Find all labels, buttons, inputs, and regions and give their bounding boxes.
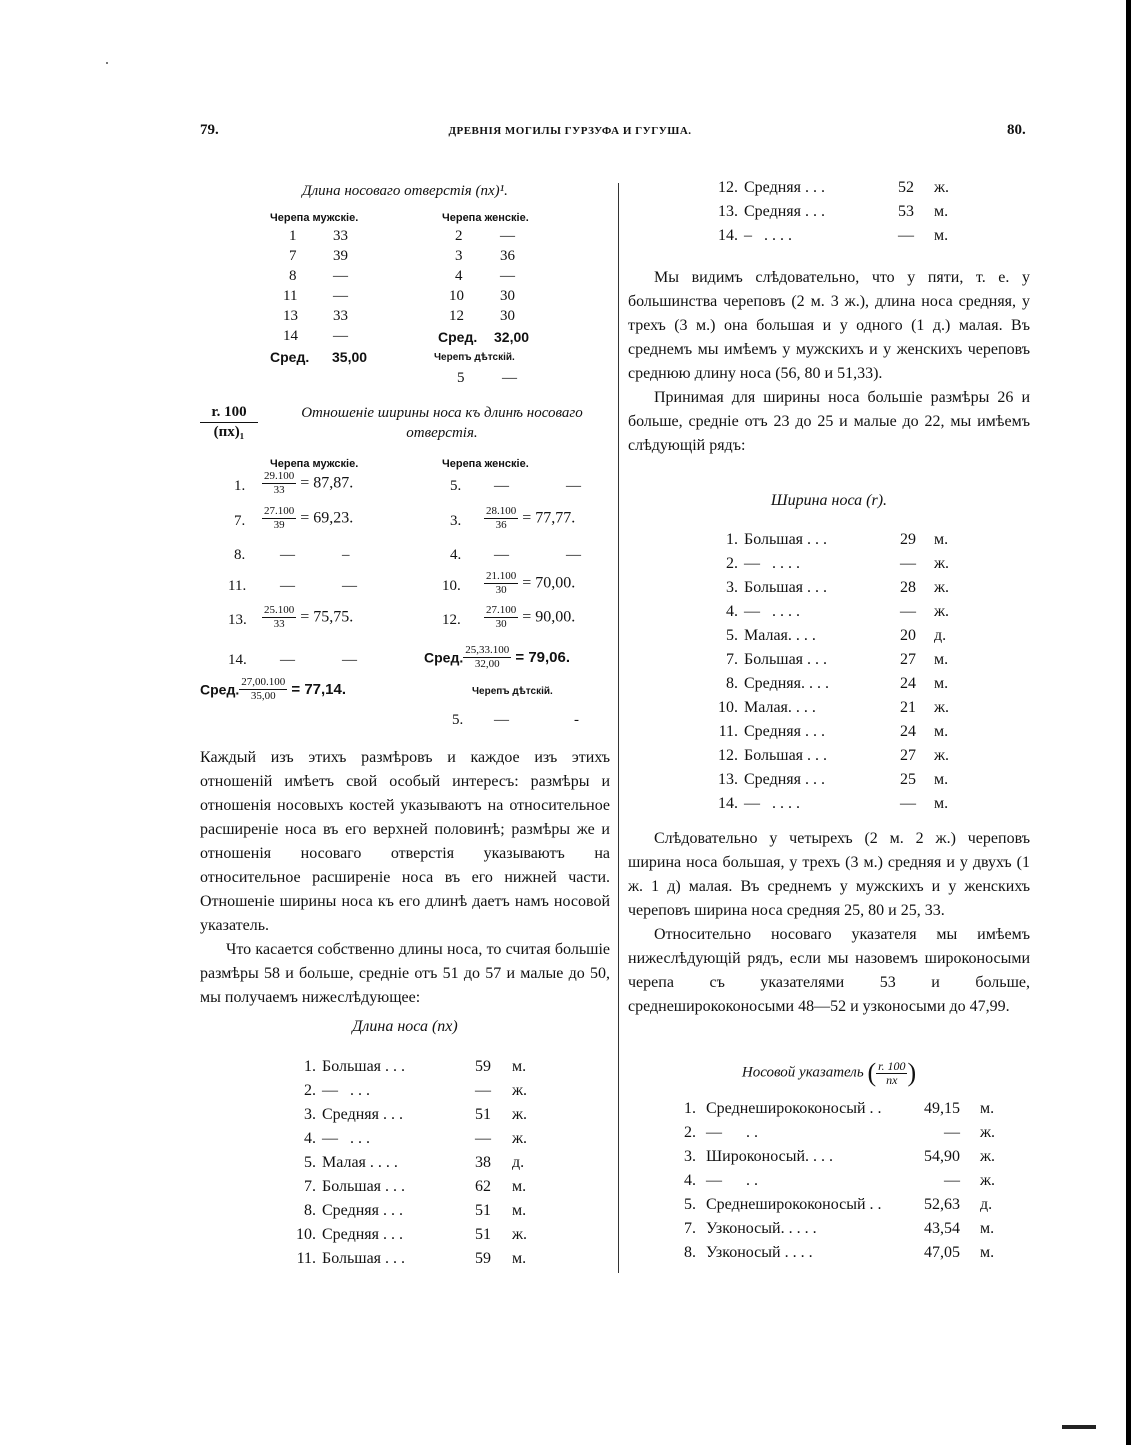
table2-female-dash-a: — xyxy=(494,478,509,494)
table1-female-val: — xyxy=(500,268,515,284)
table1-female-num: 4 xyxy=(455,268,463,284)
table3-sex: м. xyxy=(512,1202,527,1219)
table4-sex: ж. xyxy=(934,579,950,596)
page-number-right: 80. xyxy=(1007,122,1026,138)
table5-paren-open: ( xyxy=(867,1058,877,1087)
table4-num: 13. xyxy=(718,771,738,788)
table5-value: 43,54 xyxy=(924,1220,960,1237)
table4-label: Средняя . . . xyxy=(744,771,825,788)
table4-row xyxy=(0,576,1140,600)
table5-num: 3. xyxy=(684,1148,696,1165)
table3-title: Длина носа (пх) xyxy=(352,1018,458,1035)
table4-label: — . . . . xyxy=(744,795,800,812)
table2-female-frac-den: 30 xyxy=(495,584,507,596)
table2-child-b: - xyxy=(574,712,579,728)
table5-fraction xyxy=(876,1060,907,1087)
page-number-left: 79. xyxy=(200,122,219,138)
table2-male-num: 11. xyxy=(228,578,247,594)
table2-female-ratio-val: = 77,77. xyxy=(518,509,576,527)
table4-row xyxy=(0,648,1140,672)
table4-row xyxy=(0,768,1140,792)
table1-male-num: 7 xyxy=(289,248,297,264)
table4-value: 24 xyxy=(900,723,916,740)
table2-male-frac-num: 25.100 xyxy=(264,604,295,616)
table2-female-frac-den: 30 xyxy=(495,618,507,630)
table2-male-frac-num: 29.100 xyxy=(264,470,295,482)
table2-col-male: Черепа мужскіе. xyxy=(270,458,359,470)
table5-row xyxy=(0,1121,1140,1145)
table4-label: Малая. . . . xyxy=(744,699,816,716)
table3-label: — . . . xyxy=(322,1082,370,1099)
table5-num: 7. xyxy=(684,1220,696,1237)
table4-value: — xyxy=(900,603,916,620)
table4-row xyxy=(0,600,1140,624)
table2-male-frac-num: 27.100 xyxy=(264,505,295,517)
scan-speck xyxy=(106,62,108,64)
table3c-label: Средняя . . . xyxy=(744,179,825,196)
table3-label: Средняя . . . xyxy=(322,1226,403,1243)
table3-sex: ж. xyxy=(512,1226,528,1243)
left-paragraph-1: Каждый изъ этихъ размѣровъ и каждое изъ этихъ отношеній имѣетъ свой особый интересъ: размѣры и отношенія носовыхъ костей указываютъ на относительное расширеніе носа въ его верхней половинѣ; размѣры же и отношенія носоваго отверстія указываютъ на относительное расширеніе носа въ его нижней части. Отношеніе ширины носа къ его длинѣ даетъ намъ носовой указатель. xyxy=(200,749,610,934)
table5-label: Узконосый . . . . xyxy=(706,1244,813,1261)
table1-female-val: 30 xyxy=(500,288,515,304)
table1-male-val: 33 xyxy=(333,228,348,244)
table3c-label: Средняя . . . xyxy=(744,203,825,220)
table3c-value: 52 xyxy=(898,179,914,196)
table3-value: — xyxy=(475,1082,491,1099)
table1-female-num: 3 xyxy=(455,248,463,264)
table5-sex: м. xyxy=(980,1220,995,1237)
table2-male-dash-b: — xyxy=(342,652,357,668)
table2-male-dash-a: — xyxy=(280,652,295,668)
table4-sex: м. xyxy=(934,723,949,740)
table5-value: — xyxy=(944,1124,960,1141)
table1-female-avg-label: Сред. xyxy=(438,329,478,345)
table3-value: 51 xyxy=(475,1106,491,1123)
table4-sex: д. xyxy=(934,627,947,644)
table4-value: 27 xyxy=(900,747,916,764)
table3c-num: 14. xyxy=(718,227,738,244)
table2-female-num: 10. xyxy=(442,578,461,594)
table3-sex: ж. xyxy=(512,1130,528,1147)
table5-label: — . . xyxy=(706,1124,758,1141)
table2-formula xyxy=(200,403,258,442)
table2-female-num: 5. xyxy=(450,478,462,494)
table1-male-num: 1 xyxy=(289,228,297,244)
table3-value: 59 xyxy=(475,1058,491,1075)
table3c-num: 12. xyxy=(718,179,738,196)
table4-row xyxy=(0,672,1140,696)
table4-num: 4. xyxy=(726,603,738,620)
table3-value: — xyxy=(475,1130,491,1147)
table1-child-num: 5 xyxy=(457,370,465,386)
table2-child-label: Черепъ дѣтскій. xyxy=(472,686,553,697)
table2-male-avg-label: Сред. xyxy=(200,681,240,698)
table2-male-avg-val: = 77,14. xyxy=(287,681,347,698)
table3-sex: м. xyxy=(512,1250,527,1267)
table2-male-frac-den: 39 xyxy=(273,519,285,531)
right-paragraph-2: Принимая для ширины носа большіе размѣры 26 и больше, средніе отъ 23 до 25 и малые до 22, мы имѣемъ слѣдующій рядъ: xyxy=(628,389,1030,454)
table3-value: 59 xyxy=(475,1250,491,1267)
table2-child-num: 5. xyxy=(452,712,464,728)
table4-row xyxy=(0,696,1140,720)
table4-value: 29 xyxy=(900,531,916,548)
table3-label: Средняя . . . xyxy=(322,1106,403,1123)
table5-label: Широконосый. . . . xyxy=(706,1148,834,1165)
table5-frac-num: r. 100 xyxy=(878,1058,906,1073)
table2-title-line1: Отношеніе ширины носа къ длинѣ носоваго xyxy=(301,405,583,421)
table1-male-avg-label: Сред. xyxy=(270,349,310,365)
table3-sex: м. xyxy=(512,1058,527,1075)
table2-male-frac-den: 33 xyxy=(273,484,285,496)
table4-num: 1. xyxy=(726,531,738,548)
table4-row xyxy=(0,792,1140,816)
table2-male-ratio-val: = 87,87. xyxy=(296,474,354,492)
table1-male-val: 33 xyxy=(333,308,348,324)
table4-label: — . . . . xyxy=(744,603,800,620)
table5-value: 52,63 xyxy=(924,1196,960,1213)
table3-sex: ж. xyxy=(512,1082,528,1099)
table3-label: Средняя . . . xyxy=(322,1202,403,1219)
table4-row xyxy=(0,552,1140,576)
table1-female-num: 2 xyxy=(455,228,463,244)
table4-num: 3. xyxy=(726,579,738,596)
table1-child-val: — xyxy=(502,370,517,386)
right-text-block-1 xyxy=(628,266,1030,458)
table4-label: Малая. . . . xyxy=(744,627,816,644)
table1-female-avg: 32,00 xyxy=(494,329,530,345)
table2-female-ratio-val: = 70,00. xyxy=(518,574,576,592)
table1-male-avg: 35,00 xyxy=(332,349,368,365)
table3c-value: 53 xyxy=(898,203,914,220)
table2-formula-den: (пх)₁ xyxy=(213,424,245,440)
table2-title-line2: отверстія. xyxy=(406,425,478,441)
table4-title: Ширина носа (r). xyxy=(770,492,888,509)
table3c-sex: м. xyxy=(934,227,949,244)
table5-label: — . . xyxy=(706,1172,758,1189)
table3-label: Малая . . . . xyxy=(322,1154,398,1171)
table5-value: — xyxy=(944,1172,960,1189)
table2-female-frac-num: 21.100 xyxy=(486,570,517,582)
table1-male-num: 13 xyxy=(283,308,298,324)
table1-col-male: Черепа мужскіе. xyxy=(270,212,359,224)
scan-smudge xyxy=(1062,1425,1096,1429)
table2-male-frac-den: 33 xyxy=(273,618,285,630)
table5-value: 49,15 xyxy=(924,1100,960,1117)
table2-female-num: 3. xyxy=(450,513,462,529)
table5-sex: м. xyxy=(980,1100,995,1117)
table3c-sex: м. xyxy=(934,203,949,220)
table2-female-avg-frac-num: 25,33.100 xyxy=(465,644,510,656)
table4-sex: ж. xyxy=(934,555,950,572)
table5-row xyxy=(0,1145,1140,1169)
table4-label: Большая . . . xyxy=(744,747,828,764)
table2-female-dash-a: — xyxy=(494,547,509,563)
table5-num: 1. xyxy=(684,1100,696,1117)
table2-female-avg-val: = 79,06. xyxy=(511,649,571,666)
table1-female-val: — xyxy=(500,228,515,244)
table5-label: Среднеширококоносый . . xyxy=(706,1196,882,1213)
table1-female-num: 12 xyxy=(449,308,464,324)
table3-value: 51 xyxy=(475,1202,491,1219)
table2-male-num: 13. xyxy=(228,612,247,628)
table3-num: 1. xyxy=(304,1058,316,1075)
table1-male-num: 11 xyxy=(283,288,298,304)
table2-male-fraction xyxy=(262,470,296,497)
table4-row xyxy=(0,624,1140,648)
table2-female-frac-num: 28.100 xyxy=(486,505,517,517)
table5-title xyxy=(628,1058,1030,1088)
table5-label: Узконосый. . . . . xyxy=(706,1220,817,1237)
table3-label: Большая . . . xyxy=(322,1178,406,1195)
table5-row xyxy=(0,1217,1140,1241)
table5-row xyxy=(0,1097,1140,1121)
table4-value: — xyxy=(900,555,916,572)
table4-value: 20 xyxy=(900,627,916,644)
left-paragraph-2: Что касается собственно длины носа, то считая большіе размѣры 58 и больше, средніе отъ 51 до 57 и малые до 50, мы получаемъ нижеслѣдующее: xyxy=(200,941,610,1006)
table4-row xyxy=(0,720,1140,744)
table2-female-avg-frac-den: 32,00 xyxy=(474,658,500,670)
table2-male-dash-a: — xyxy=(280,547,295,563)
table4-label: Большая . . . xyxy=(744,651,828,668)
table2-female-dash-b: — xyxy=(566,478,581,494)
table2-male-avg-frac-num: 27,00.100 xyxy=(241,676,286,688)
table3-label: — . . . xyxy=(322,1130,370,1147)
table3c-row xyxy=(0,176,1140,200)
table3c-label: – . . . . xyxy=(744,227,792,244)
table3-num: 3. xyxy=(304,1106,316,1123)
table3-num: 8. xyxy=(304,1202,316,1219)
table4-num: 8. xyxy=(726,675,738,692)
table4-label: Большая . . . xyxy=(744,531,828,548)
right-paragraph-4: Относительно носоваго указателя мы имѣемъ нижеслѣдующій рядъ, если мы назовемъ широконосыми черепа съ указателями 53 и больше, среднеширококоносыми 48—52 и узконосыми до 47,99. xyxy=(628,926,1030,1015)
table2-male-avg-frac-den: 35,00 xyxy=(250,690,276,702)
table4-num: 2. xyxy=(726,555,738,572)
table4-label: Большая . . . xyxy=(744,579,828,596)
table5-sex: д. xyxy=(980,1196,993,1213)
table2-male-dash-b: – xyxy=(342,547,350,563)
table3-value: 38 xyxy=(475,1154,491,1171)
table5-sex: м. xyxy=(980,1244,995,1261)
table4-sex: ж. xyxy=(934,747,950,764)
table5-row xyxy=(0,1193,1140,1217)
table2-male-ratio-val: = 69,23. xyxy=(296,509,354,527)
table5-num: 4. xyxy=(684,1172,696,1189)
table5-frac-den: пх xyxy=(886,1072,898,1087)
table4-row xyxy=(0,528,1140,552)
table2-col-female: Черепа женскіе. xyxy=(442,458,529,470)
table1-male-num: 14 xyxy=(283,328,298,344)
running-title: ДРЕВНІЯ МОГИЛЫ ГУРЗУФА И ГУГУША. xyxy=(448,125,692,137)
table2-female-dash-b: — xyxy=(566,547,581,563)
table5-num: 2. xyxy=(684,1124,696,1141)
table1-female-val: 30 xyxy=(500,308,515,324)
table3-num: 11. xyxy=(296,1250,316,1267)
right-paragraph-3: Слѣдовательно у четырехъ (2 м. 2 ж.) череповъ ширина носа большая, у трехъ (3 м.) средняя и у двухъ (1 ж. 1 д) малая. Въ среднемъ у мужскихъ и у женскихъ череповъ ширина носа средняя 25, 80 и 25, 33. xyxy=(628,830,1030,919)
table5-num: 5. xyxy=(684,1196,696,1213)
table3-label: Большая . . . xyxy=(322,1250,406,1267)
table3c-row xyxy=(0,224,1140,248)
table3-value: 51 xyxy=(475,1226,491,1243)
table4-value: 24 xyxy=(900,675,916,692)
table5-num: 8. xyxy=(684,1244,696,1261)
table4-num: 11. xyxy=(718,723,738,740)
table4-sex: ж. xyxy=(934,699,950,716)
table5-sex: ж. xyxy=(980,1124,996,1141)
table1-male-val: — xyxy=(333,288,348,304)
table1-female-num: 10 xyxy=(449,288,464,304)
table3-value: 62 xyxy=(475,1178,491,1195)
table5-row xyxy=(0,1169,1140,1193)
table2-male-num: 8. xyxy=(234,547,246,563)
table4-sex: м. xyxy=(934,651,949,668)
table4-num: 14. xyxy=(718,795,738,812)
table2-male-num: 14. xyxy=(228,652,247,668)
table2-child-a: — xyxy=(494,712,509,728)
table3-num: 4. xyxy=(304,1130,316,1147)
table4-num: 12. xyxy=(718,747,738,764)
table3c-num: 13. xyxy=(718,203,738,220)
table2-female-num: 4. xyxy=(450,547,462,563)
table2-male-num: 7. xyxy=(234,513,246,529)
table4-sex: м. xyxy=(934,771,949,788)
table1-col-female: Черепа женскіе. xyxy=(442,212,529,224)
table4-row xyxy=(0,744,1140,768)
table2-male-dash-b: — xyxy=(342,578,357,594)
table1-child-label: Черепъ дѣтскій. xyxy=(434,352,515,363)
table2-male-num: 1. xyxy=(234,478,246,494)
table4-label: Средняя . . . xyxy=(744,723,825,740)
table1-male-val: 39 xyxy=(333,248,348,264)
table5-sex: ж. xyxy=(980,1172,996,1189)
table5-value: 47,05 xyxy=(924,1244,960,1261)
table4-value: 27 xyxy=(900,651,916,668)
table4-num: 5. xyxy=(726,627,738,644)
table1-male-num: 8 xyxy=(289,268,297,284)
table3-num: 2. xyxy=(304,1082,316,1099)
table4-sex: м. xyxy=(934,675,949,692)
table2-female-avg-label: Сред. xyxy=(424,649,464,666)
table2-female-num: 12. xyxy=(442,612,461,628)
table3-num: 7. xyxy=(304,1178,316,1195)
table2-female-ratio-val: = 90,00. xyxy=(518,608,576,626)
table4-sex: ж. xyxy=(934,603,950,620)
table5-paren-close: ) xyxy=(907,1058,917,1087)
right-paragraph-1: Мы видимъ слѣдовательно, что у пяти, т. е. у большинства череповъ (2 м. 3 ж.), длина носа средняя, у трехъ (3 м.) она большая и у одного (1 д.) малая. Въ среднемъ мы имѣемъ у мужскихъ и у женскихъ череповъ среднюю длину носа (56, 80 и 51,33). xyxy=(628,269,1030,382)
table2-formula-num: r. 100 xyxy=(200,403,258,423)
table3-sex: д. xyxy=(512,1154,525,1171)
table1-female-val: 36 xyxy=(500,248,515,264)
table1-male-val: — xyxy=(333,328,348,344)
table4-label: — . . . . xyxy=(744,555,800,572)
table4-value: 25 xyxy=(900,771,916,788)
table3c-row xyxy=(0,200,1140,224)
table2-female-frac-num: 27.100 xyxy=(486,604,517,616)
table5-sex: ж. xyxy=(980,1148,996,1165)
table5-title-text: Носовой указатель xyxy=(741,1064,864,1081)
table1-title: Длина носоваго отверстія (пх)¹. xyxy=(302,183,508,199)
table3-num: 10. xyxy=(296,1226,316,1243)
table3-num: 5. xyxy=(304,1154,316,1171)
table2-male-ratio-val: = 75,75. xyxy=(296,608,354,626)
table2-female-frac-den: 36 xyxy=(495,519,507,531)
table4-value: — xyxy=(900,795,916,812)
table3-label: Большая . . . xyxy=(322,1058,406,1075)
table2-male-dash-a: — xyxy=(280,578,295,594)
table4-value: 21 xyxy=(900,699,916,716)
right-text-block-2 xyxy=(628,827,1030,1019)
table4-sex: м. xyxy=(934,531,949,548)
table3-sex: ж. xyxy=(512,1106,528,1123)
table4-label: Средняя. . . . xyxy=(744,675,829,692)
table4-value: 28 xyxy=(900,579,916,596)
table5-label: Среднеширококоносый . . xyxy=(706,1100,882,1117)
table4-sex: м. xyxy=(934,795,949,812)
table3c-sex: ж. xyxy=(934,179,950,196)
table3-sex: м. xyxy=(512,1178,527,1195)
table5-row xyxy=(0,1241,1140,1265)
table3c-value: — xyxy=(898,227,914,244)
table2-male-ratio xyxy=(262,470,353,497)
table5-value: 54,90 xyxy=(924,1148,960,1165)
table1-male-val: — xyxy=(333,268,348,284)
table2-title xyxy=(262,403,622,443)
table4-num: 7. xyxy=(726,651,738,668)
table4-num: 10. xyxy=(718,699,738,716)
